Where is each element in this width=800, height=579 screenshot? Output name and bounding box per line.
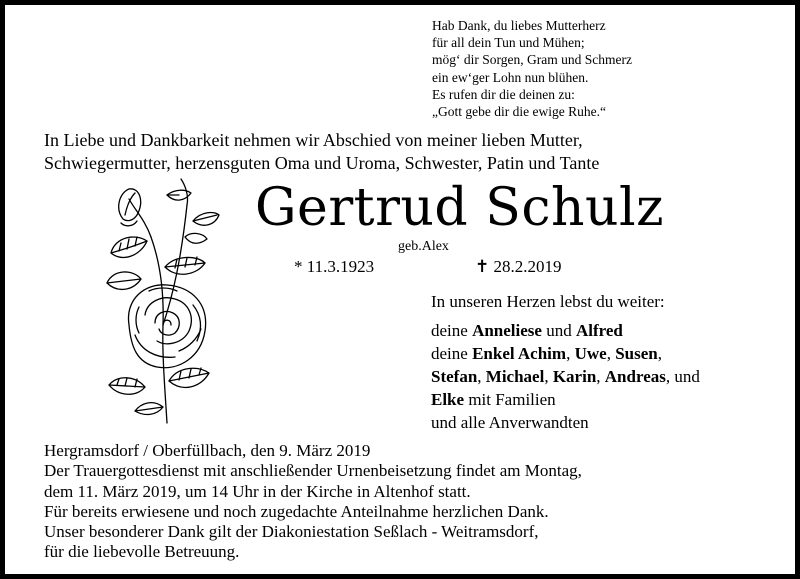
memorial-poem [432,17,632,120]
birth-date: * 11.3.1923 [294,257,375,276]
survivors-list [431,290,700,434]
survivor-text: deine [431,344,473,363]
survivor-text: und [541,321,576,340]
footer-line: Hergramsdorf / Oberfüllbach, den 9. März 2019 [44,441,371,460]
survivors-line [431,411,700,434]
survivor-text: , [657,344,662,363]
death-date: ✝ 28.2.2019 [475,257,562,276]
intro-line: Schwiegermutter, herzensguten Oma und Uroma, Schwester, Patin und Tante [44,153,600,173]
deceased-name: Gertrud Schulz [255,178,664,238]
poem-line: für all dein Tun und Mühen; [432,35,585,51]
survivors-line [431,365,700,388]
survivor-text: , [596,367,605,386]
survivor-name: Enkel Achim [472,344,567,363]
survivor-text: , [477,367,486,386]
survivors-heading: In unseren Herzen lebst du weiter: [431,292,665,311]
survivor-text: deine [431,321,473,340]
survivor-text: , [566,344,575,363]
survivors-line [431,342,700,365]
maiden-name: geb.Alex [398,239,449,254]
survivor-name: Uwe [574,344,607,363]
survivor-text: mit Familien [464,390,556,409]
poem-line: Es rufen dir die deinen zu: [432,86,575,102]
footer-line: für die liebevolle Betreuung. [44,542,240,562]
footer-line: Für bereits erwiesene und noch zugedachte Anteilnahme herzlichen Dank. [44,501,549,521]
intro-line: In Liebe und Dankbarkeit nehmen wir Abschied von meiner lieben Mutter, [44,130,583,150]
survivor-text: und alle Anverwandten [431,413,589,432]
survivor-name: Elke [431,390,465,409]
poem-line: ein ew‘ger Lohn nun blühen. [432,69,589,85]
survivor-name: Susen [615,344,658,363]
rose-illustration [105,175,225,425]
poem-line: Hab Dank, du liebes Mutterherz [432,18,606,33]
survivor-name: Michael [485,367,545,386]
footer-line: Der Trauergottesdienst mit anschließender Urnenbeisetzung findet am Montag, [44,461,582,481]
survivors-line [431,388,700,411]
poem-line: mög‘ dir Sorgen, Gram und Schmerz [432,52,632,68]
survivor-name: Alfred [575,321,623,340]
survivor-name: Anneliese [472,321,542,340]
survivors-line [431,319,700,342]
survivor-text: , [544,367,553,386]
farewell-intro [44,129,599,175]
survivor-text: , und [665,367,700,386]
survivor-name: Stefan [431,367,478,386]
funeral-details [44,441,582,563]
survivor-name: Karin [552,367,597,386]
footer-line: Unser besonderer Dank gilt der Diakoniestation Seßlach - Weitramsdorf, [44,522,539,542]
survivor-text: , [606,344,616,363]
survivor-name: Andreas [604,367,666,386]
poem-line: „Gott gebe dir die ewige Ruhe.“ [432,104,606,120]
footer-line: dem 11. März 2019, um 14 Uhr in der Kirche in Altenhof statt. [44,481,471,501]
